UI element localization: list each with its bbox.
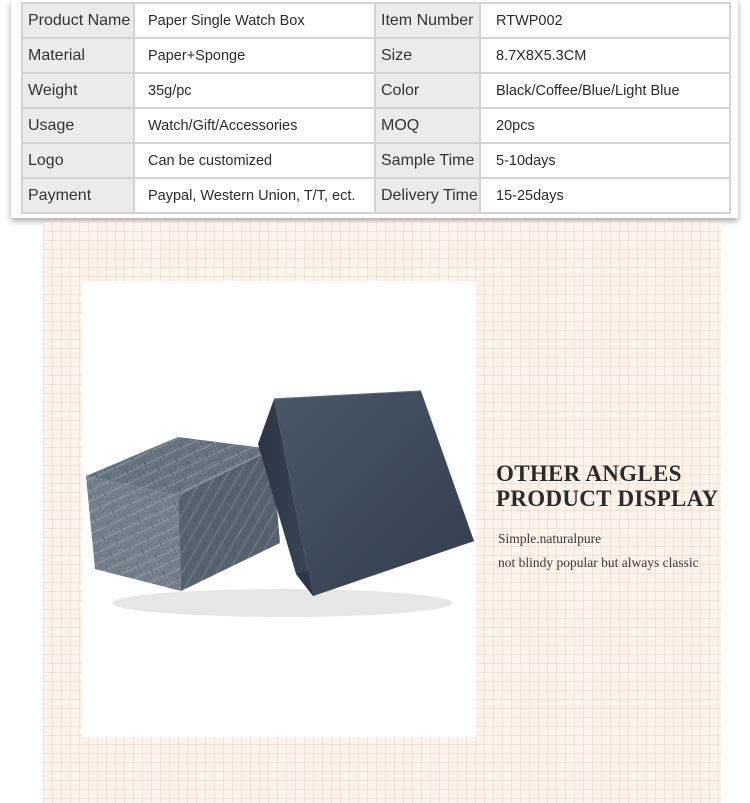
spec-value: 15-25days — [480, 178, 730, 213]
spec-label: Usage — [22, 108, 134, 143]
spec-label: Weight — [22, 73, 134, 108]
spec-value: Watch/Gift/Accessories — [134, 108, 375, 143]
spec-value: RTWP002 — [480, 3, 730, 38]
spec-row — [22, 143, 730, 178]
spec-label: Size — [375, 38, 480, 73]
spec-value: 35g/pc — [134, 73, 375, 108]
spec-value: Paper Single Watch Box — [134, 3, 375, 38]
spec-row — [22, 73, 730, 108]
spec-label: Payment — [22, 178, 134, 213]
caption-line-2: not blindy popular but always classic — [498, 555, 699, 570]
headline-line-1: OTHER ANGLES — [496, 461, 682, 486]
spec-value: 20pcs — [480, 108, 730, 143]
spec-value: 8.7X8X5.3CM — [480, 38, 730, 73]
spec-value: Black/Coffee/Blue/Light Blue — [480, 73, 730, 108]
spec-value: Can be customized — [134, 143, 375, 178]
spec-row — [22, 178, 730, 213]
spec-value: Paper+Sponge — [134, 38, 375, 73]
spec-value: Paypal, Western Union, T/T, ect. — [134, 178, 375, 213]
headline-line-2: PRODUCT DISPLAY — [496, 486, 719, 511]
spec-label: Sample Time — [375, 143, 480, 178]
spec-row — [22, 38, 730, 73]
spec-label: Logo — [22, 143, 134, 178]
spec-label: Delivery Time — [375, 178, 480, 213]
spec-label: Product Name — [22, 3, 134, 38]
caption-line-1: Simple.naturalpure — [498, 531, 602, 546]
spec-value: 5-10days — [480, 143, 730, 178]
spec-row — [22, 108, 730, 143]
product-photo — [82, 281, 476, 737]
spec-label: Color — [375, 73, 480, 108]
spec-label: MOQ — [375, 108, 480, 143]
spec-label: Item Number — [375, 3, 480, 38]
spec-table — [21, 2, 731, 214]
spec-label: Material — [22, 38, 134, 73]
section-headline — [496, 461, 718, 511]
spec-row — [22, 3, 730, 38]
